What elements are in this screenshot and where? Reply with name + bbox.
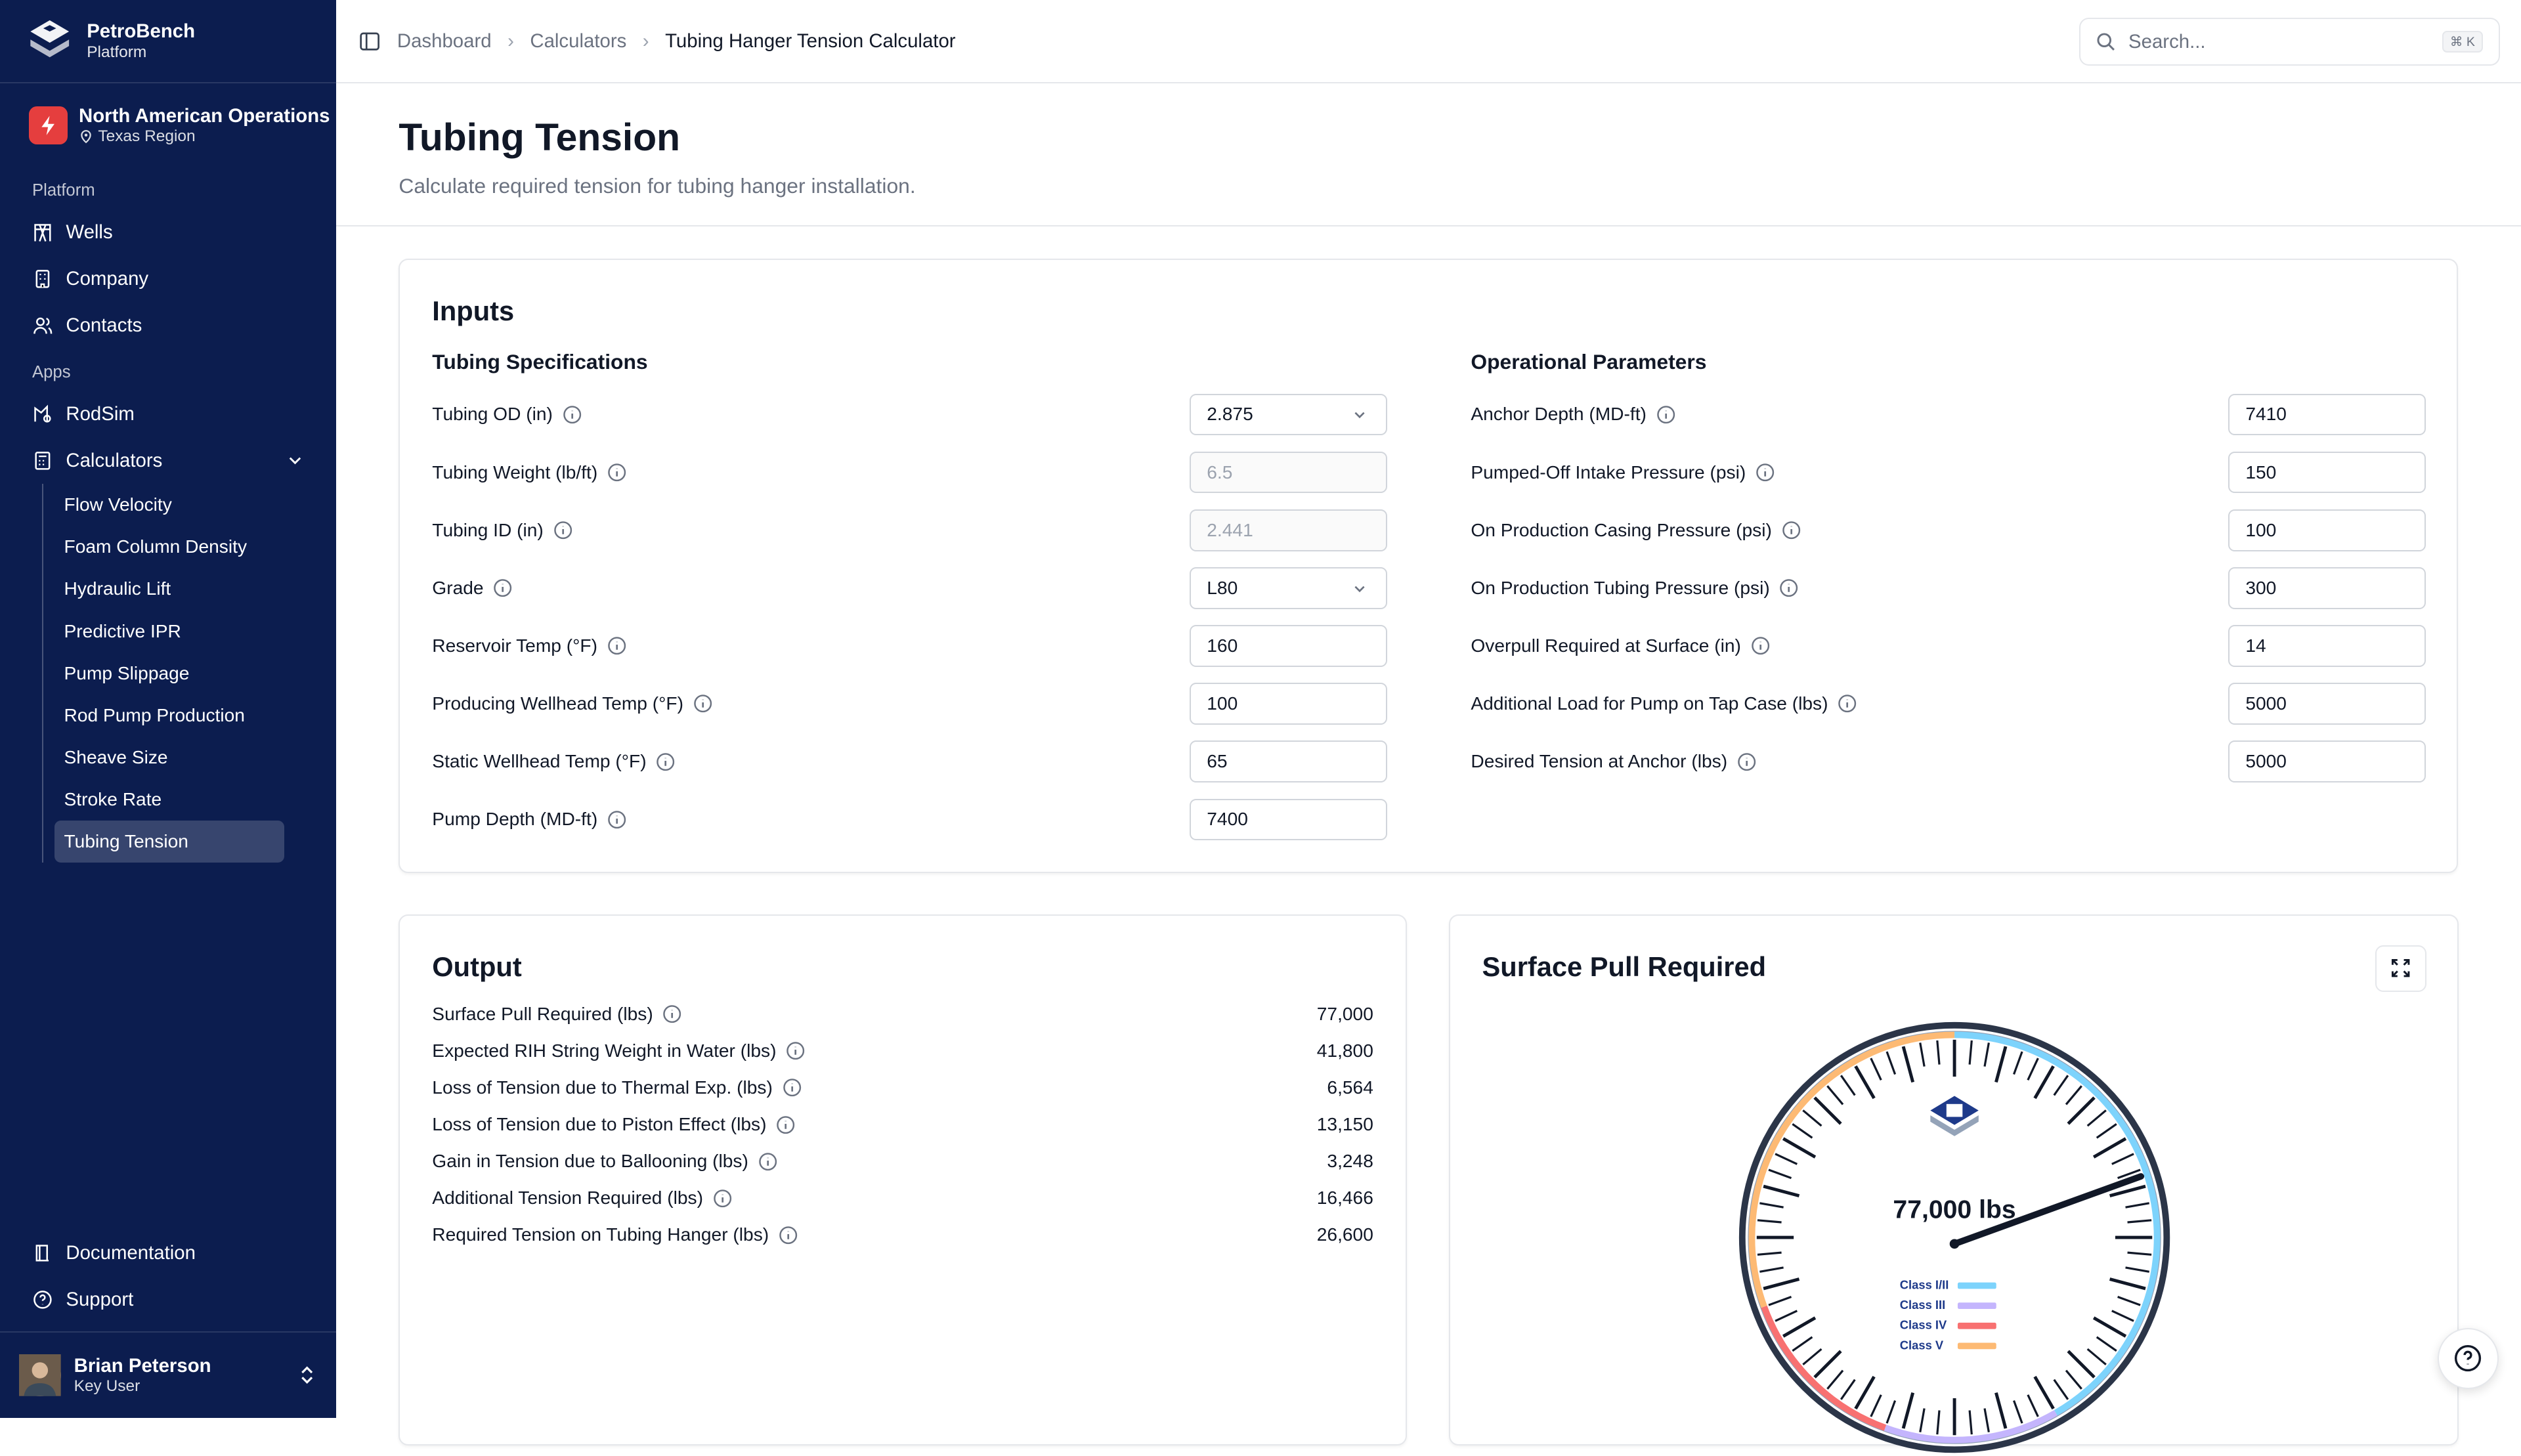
- info-icon[interactable]: [656, 752, 675, 771]
- operational-parameters-title: Operational Parameters: [1471, 350, 1707, 374]
- page-header: [336, 83, 2521, 226]
- sidebar-item-label: Support: [66, 1289, 134, 1310]
- number-field[interactable]: [2228, 509, 2426, 551]
- input-row: [1471, 675, 2426, 733]
- number-field[interactable]: [1190, 740, 1387, 782]
- chevron-up-down-icon: [297, 1365, 316, 1384]
- surface-pull-gauge: [1736, 1019, 2173, 1456]
- sidebar-item-rod-pump-production[interactable]: Rod Pump Production: [64, 704, 245, 725]
- map-pin-icon: [79, 129, 93, 144]
- gauge-legend-swatch: [1958, 1302, 1996, 1309]
- gauge-reading: 77,000 lbs: [1893, 1195, 2017, 1224]
- field-label-text: On Production Tubing Pressure (psi): [1471, 577, 1770, 598]
- avatar: [19, 1354, 61, 1396]
- search-input[interactable]: [2079, 18, 2501, 66]
- output-row: [432, 1106, 1373, 1143]
- output-value: 3,248: [1327, 1151, 1373, 1172]
- sidebar-item-company[interactable]: [0, 255, 336, 302]
- output-label-text: Required Tension on Tubing Hanger (lbs): [432, 1224, 769, 1245]
- field-label: [432, 404, 582, 425]
- sidebar-item-label: Documentation: [66, 1241, 196, 1264]
- help-button[interactable]: [2438, 1328, 2499, 1389]
- info-icon[interactable]: [1782, 521, 1801, 540]
- field-label-text: Pumped-Off Intake Pressure (psi): [1471, 461, 1746, 482]
- field-value: 5000: [2245, 693, 2287, 714]
- input-row: [432, 675, 1387, 733]
- field-label: [1471, 751, 1756, 772]
- info-icon[interactable]: [662, 1004, 681, 1023]
- output-label: [432, 1114, 795, 1135]
- breadcrumb-current: Tubing Hanger Tension Calculator: [665, 30, 956, 52]
- field-label: [432, 578, 512, 599]
- gauge-card: [1449, 914, 2459, 1445]
- inputs-card: [399, 259, 2458, 873]
- chevron-down-icon: [286, 452, 304, 469]
- number-field[interactable]: [1190, 625, 1387, 667]
- output-label: [432, 1151, 777, 1172]
- sidebar: [0, 0, 336, 1418]
- number-field[interactable]: [2228, 394, 2426, 436]
- output-label-text: Gain in Tension due to Ballooning (lbs): [432, 1151, 748, 1172]
- input-row: [432, 559, 1387, 617]
- number-field[interactable]: [2228, 683, 2426, 725]
- output-label: [432, 1004, 682, 1025]
- field-label-text: Tubing OD (in): [432, 404, 553, 425]
- field-label: [1471, 462, 1775, 483]
- apps-section-label: Apps: [32, 363, 71, 382]
- breadcrumb-separator-icon: ›: [507, 30, 514, 52]
- output-row: [432, 1180, 1373, 1216]
- field-label-text: Producing Wellhead Temp (°F): [432, 693, 683, 714]
- user-role: Key User: [74, 1377, 140, 1395]
- field-label: [432, 693, 712, 714]
- info-icon[interactable]: [786, 1041, 805, 1060]
- output-card: [399, 914, 1407, 1445]
- field-value: 7400: [1207, 809, 1248, 830]
- select-field[interactable]: [1190, 567, 1387, 609]
- wells-icon: [32, 222, 53, 243]
- chevron-down-icon: [1352, 408, 1367, 422]
- breadcrumb-calculators[interactable]: Calculators: [530, 30, 627, 52]
- gauge-outer-ring: [1742, 1025, 2167, 1450]
- org-region-label: Texas Region: [98, 127, 196, 146]
- output-label-text: Surface Pull Required (lbs): [432, 1003, 653, 1024]
- output-value: 77,000: [1316, 1003, 1373, 1024]
- main-content: [336, 0, 2521, 1418]
- gauge-legend-swatch: [1958, 1343, 1996, 1350]
- sidebar-item-calculators[interactable]: [0, 437, 336, 484]
- output-label-text: Additional Tension Required (lbs): [432, 1188, 703, 1209]
- info-icon[interactable]: [1756, 463, 1775, 482]
- output-label: [432, 1040, 805, 1061]
- output-label-text: Loss of Tension due to Thermal Exp. (lbs): [432, 1077, 773, 1098]
- org-region: [79, 127, 330, 146]
- help-circle-icon: [2453, 1344, 2482, 1373]
- gauge-legend-label: Class IV: [1900, 1317, 1947, 1332]
- brand-name: PetroBench: [87, 20, 196, 42]
- info-icon[interactable]: [607, 810, 626, 829]
- users-icon: [32, 315, 53, 336]
- field-value: 300: [2245, 577, 2277, 598]
- topbar: [336, 0, 2521, 83]
- input-row: [432, 617, 1387, 675]
- user-menu[interactable]: [0, 1331, 336, 1418]
- info-icon[interactable]: [563, 405, 582, 424]
- sidebar-item-pump-slippage[interactable]: Pump Slippage: [64, 662, 190, 683]
- field-label-text: Desired Tension at Anchor (lbs): [1471, 751, 1728, 772]
- info-icon[interactable]: [1737, 752, 1756, 771]
- output-value: 13,150: [1316, 1114, 1373, 1135]
- field-value: 150: [2245, 461, 2277, 482]
- help-circle-icon: [32, 1289, 53, 1310]
- chevron-down-icon: [1352, 582, 1367, 596]
- sidebar-item-hydraulic-lift[interactable]: Hydraulic Lift: [64, 578, 171, 599]
- number-field: [1190, 452, 1387, 494]
- output-label-text: Expected RIH String Weight in Water (lbs): [432, 1040, 777, 1061]
- info-icon[interactable]: [1779, 578, 1798, 597]
- calculator-icon: [32, 450, 53, 471]
- org-name: North American Operations: [78, 105, 330, 127]
- output-label-text: Loss of Tension due to Piston Effect (lbs): [432, 1114, 767, 1135]
- info-icon[interactable]: [493, 578, 512, 597]
- brand-sub: Platform: [87, 43, 147, 62]
- info-icon[interactable]: [607, 463, 626, 482]
- info-icon[interactable]: [607, 636, 626, 655]
- input-row: [1471, 502, 2426, 559]
- info-icon[interactable]: [1751, 636, 1770, 655]
- field-value: 65: [1207, 751, 1228, 772]
- input-row: [1471, 617, 2426, 675]
- field-label-text: Pump Depth (MD-ft): [432, 809, 598, 830]
- output-value: 16,466: [1316, 1188, 1373, 1209]
- brand[interactable]: [0, 0, 336, 83]
- field-value: 100: [1207, 693, 1238, 714]
- output-value: 6,564: [1327, 1077, 1373, 1098]
- info-icon[interactable]: [553, 521, 572, 540]
- input-row: [432, 443, 1387, 501]
- expand-icon: [2391, 958, 2410, 977]
- input-row: [432, 790, 1387, 848]
- field-label: [432, 520, 572, 541]
- input-row: [1471, 443, 2426, 501]
- field-label-text: Tubing Weight (lb/ft): [432, 461, 598, 482]
- tubing-specifications: [432, 350, 1387, 848]
- user-name: Brian Peterson: [74, 1354, 211, 1377]
- gauge-needle-hub: [1950, 1239, 1960, 1249]
- field-value: L80: [1207, 577, 1238, 598]
- field-label-text: Overpull Required at Surface (in): [1471, 635, 1741, 656]
- platform-section-label: Platform: [32, 181, 95, 200]
- select-field[interactable]: [1190, 394, 1387, 436]
- search-shortcut: ⌘ K: [2442, 31, 2483, 53]
- expand-button[interactable]: [2375, 945, 2426, 992]
- sidebar-item-support[interactable]: [0, 1277, 336, 1323]
- input-row: [1471, 559, 2426, 617]
- sidebar-item-rodsim[interactable]: [0, 391, 336, 437]
- tubing-specifications-title: Tubing Specifications: [432, 350, 648, 374]
- number-field[interactable]: [1190, 799, 1387, 841]
- info-icon[interactable]: [779, 1226, 798, 1245]
- number-field[interactable]: [2228, 567, 2426, 609]
- rodsim-icon: [32, 404, 53, 425]
- field-value: 14: [2245, 635, 2266, 656]
- sidebar-item-foam-column-density[interactable]: Foam Column Density: [64, 536, 248, 557]
- book-icon: [32, 1243, 53, 1264]
- field-label: [432, 809, 626, 830]
- output-label: [432, 1224, 798, 1245]
- output-row: [432, 1069, 1373, 1106]
- sidebar-item-label: Contacts: [66, 314, 142, 336]
- output-value: 41,800: [1316, 1040, 1373, 1061]
- input-row: [1471, 733, 2426, 790]
- field-value: 160: [1207, 635, 1238, 656]
- calculators-submenu: [42, 484, 336, 863]
- inputs-title: Inputs: [432, 295, 515, 327]
- info-icon[interactable]: [713, 1189, 732, 1208]
- field-label: [1471, 520, 1801, 541]
- operational-parameters: [1471, 350, 2426, 790]
- field-label-text: Static Wellhead Temp (°F): [432, 751, 647, 772]
- field-label: [1471, 404, 1675, 425]
- info-icon[interactable]: [776, 1115, 795, 1134]
- input-row: [432, 502, 1387, 559]
- gauge-legend-label: Class V: [1900, 1338, 1944, 1352]
- input-row: [432, 733, 1387, 790]
- field-label: [1471, 635, 1770, 656]
- building-icon: [32, 268, 53, 289]
- bolt-icon: [37, 114, 59, 137]
- gauge-legend-label: Class III: [1900, 1298, 1946, 1312]
- output-row: [432, 1216, 1373, 1253]
- input-row: [432, 385, 1387, 443]
- field-label-text: On Production Casing Pressure (psi): [1471, 519, 1772, 540]
- field-value: 7410: [2245, 404, 2287, 425]
- sidebar-item-tubing-tension[interactable]: Tubing Tension: [54, 821, 284, 863]
- sidebar-item-contacts[interactable]: [0, 302, 336, 349]
- sidebar-item-stroke-rate[interactable]: Stroke Rate: [64, 789, 162, 810]
- field-value: 6.5: [1207, 461, 1233, 482]
- number-field[interactable]: [2228, 740, 2426, 782]
- sidebar-item-label: Calculators: [66, 449, 163, 471]
- sidebar-item-label: Wells: [66, 221, 113, 243]
- breadcrumb-dashboard[interactable]: Dashboard: [397, 30, 492, 52]
- org-switcher[interactable]: [0, 83, 336, 167]
- field-value: 2.441: [1207, 519, 1253, 540]
- info-icon[interactable]: [1838, 694, 1857, 713]
- output-title: Output: [432, 951, 522, 983]
- gauge-logo-mark: [1947, 1104, 1962, 1117]
- output-row: [432, 1143, 1373, 1180]
- input-row: [1471, 385, 2426, 443]
- sidebar-toggle-icon[interactable]: [358, 30, 381, 53]
- field-label-text: Tubing ID (in): [432, 519, 544, 540]
- gauge-legend-swatch: [1958, 1283, 1996, 1289]
- number-field[interactable]: [2228, 452, 2426, 494]
- sidebar-item-label: Company: [66, 267, 149, 289]
- output-value: 26,600: [1316, 1224, 1373, 1245]
- output-label: [432, 1077, 802, 1098]
- field-value: 5000: [2245, 751, 2287, 772]
- info-icon[interactable]: [783, 1078, 802, 1097]
- field-label-text: Additional Load for Pump on Tap Case (lbs): [1471, 693, 1828, 714]
- page-subtitle: Calculate required tension for tubing hanger installation.: [399, 174, 916, 198]
- org-icon: [29, 106, 68, 145]
- field-label-text: Grade: [432, 577, 484, 598]
- sidebar-item-wells[interactable]: [0, 209, 336, 255]
- gauge-title: Surface Pull Required: [1482, 951, 1767, 983]
- field-label: [1471, 578, 1798, 599]
- field-label: [432, 635, 626, 656]
- field-label-text: Reservoir Temp (°F): [432, 635, 597, 656]
- field-value: 100: [2245, 519, 2277, 540]
- sidebar-item-flow-velocity[interactable]: Flow Velocity: [64, 494, 172, 515]
- search-placeholder: Search...: [2128, 30, 2206, 53]
- page-title: Tubing Tension: [399, 116, 681, 160]
- field-label-text: Anchor Depth (MD-ft): [1471, 404, 1647, 425]
- field-label: [432, 462, 626, 483]
- sidebar-item-predictive-ipr[interactable]: Predictive IPR: [64, 620, 181, 641]
- number-field: [1190, 509, 1387, 551]
- petrobench-logo-icon: [26, 17, 74, 65]
- info-icon[interactable]: [1656, 405, 1675, 424]
- field-label: [432, 751, 675, 772]
- field-label: [1471, 693, 1857, 714]
- sidebar-item-sheave-size[interactable]: Sheave Size: [64, 747, 168, 768]
- sidebar-item-documentation[interactable]: [0, 1230, 336, 1276]
- info-icon[interactable]: [693, 694, 712, 713]
- sidebar-item-label: RodSim: [66, 402, 135, 425]
- output-row: [432, 1033, 1373, 1069]
- breadcrumb-separator-icon: ›: [642, 30, 649, 52]
- gauge-legend-swatch: [1958, 1323, 1996, 1329]
- gauge-legend-label: Class I/II: [1900, 1277, 1949, 1292]
- output-row: [432, 996, 1373, 1033]
- field-value: 2.875: [1207, 404, 1253, 425]
- output-label: [432, 1188, 732, 1209]
- search-icon: [2096, 32, 2115, 51]
- info-icon[interactable]: [758, 1152, 777, 1171]
- number-field[interactable]: [1190, 683, 1387, 725]
- number-field[interactable]: [2228, 625, 2426, 667]
